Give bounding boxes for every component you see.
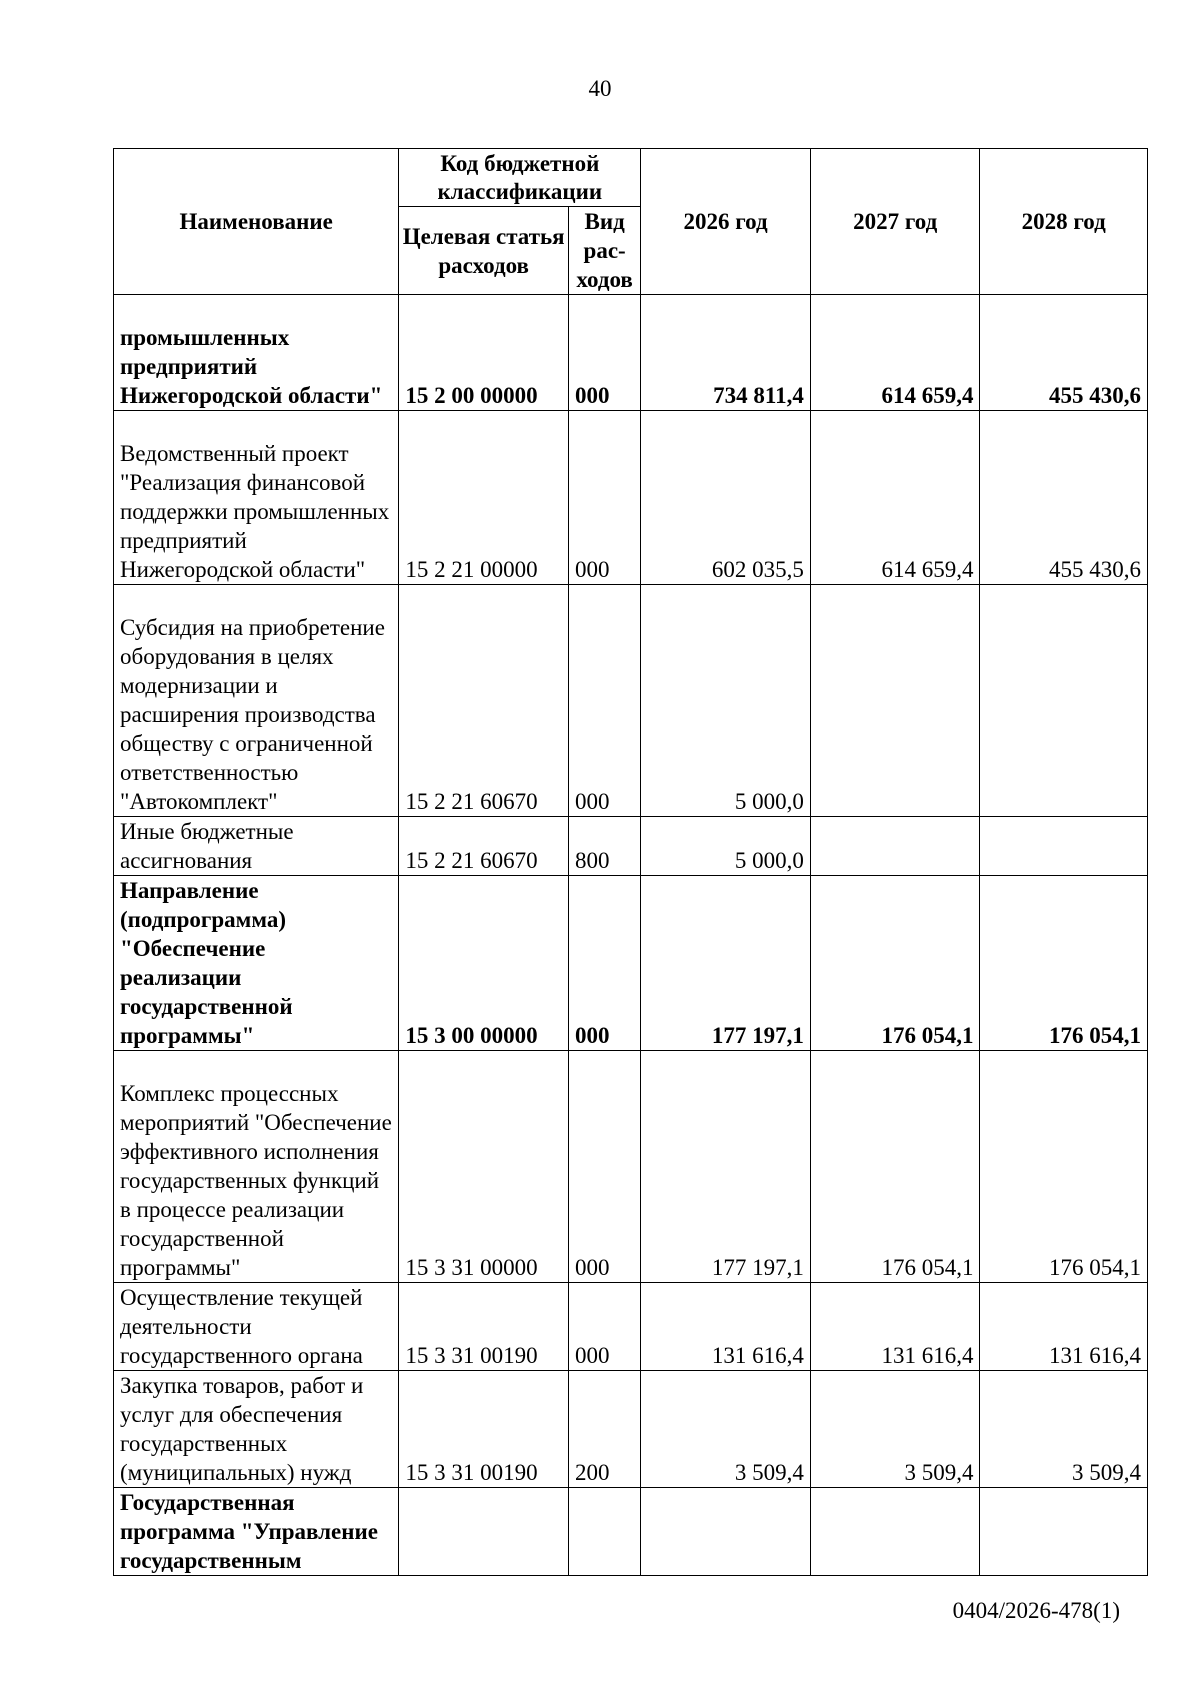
header-2028: 2028 год	[980, 149, 1148, 295]
header-2026: 2026 год	[641, 149, 811, 295]
cell-expense-type: 200	[568, 1371, 640, 1488]
header-expense-type: Вид рас-ходов	[568, 207, 640, 295]
cell-2026: 177 197,1	[641, 876, 811, 1051]
cell-2027: 176 054,1	[810, 876, 980, 1051]
cell-target-article: 15 2 21 60670	[399, 817, 569, 876]
cell-target-article: 15 2 21 00000	[399, 411, 569, 585]
table-row	[114, 1283, 1148, 1371]
cell-2028	[980, 817, 1148, 876]
cell-name: промышленных предприятий Нижегородской области"	[114, 295, 399, 411]
header-2027: 2027 год	[810, 149, 980, 295]
cell-2028: 3 509,4	[980, 1371, 1148, 1488]
cell-expense-type: 000	[568, 876, 640, 1051]
cell-2028	[980, 1488, 1148, 1576]
cell-target-article	[399, 1488, 569, 1576]
table-row	[114, 1488, 1148, 1576]
cell-name: Государственная программа "Управление государственным	[114, 1488, 399, 1576]
cell-2028	[980, 585, 1148, 817]
cell-2027	[810, 585, 980, 817]
header-target-article: Целевая статья расходов	[399, 207, 569, 295]
cell-2028: 131 616,4	[980, 1283, 1148, 1371]
table-row	[114, 1371, 1148, 1488]
cell-2026: 5 000,0	[641, 585, 811, 817]
cell-2026: 602 035,5	[641, 411, 811, 585]
table-row	[114, 817, 1148, 876]
budget-table	[113, 148, 1148, 1576]
cell-2027	[810, 1488, 980, 1576]
cell-expense-type: 000	[568, 295, 640, 411]
cell-2026: 177 197,1	[641, 1051, 811, 1283]
table-row	[114, 1051, 1148, 1283]
table-row	[114, 295, 1148, 411]
cell-2026: 734 811,4	[641, 295, 811, 411]
cell-name: Ведомственный проект "Реализация финансовой поддержки промышленных предприятий Нижегородской области"	[114, 411, 399, 585]
cell-2028: 455 430,6	[980, 295, 1148, 411]
cell-2026	[641, 1488, 811, 1576]
cell-target-article: 15 3 31 00190	[399, 1371, 569, 1488]
header-name: Наименование	[114, 149, 399, 295]
cell-expense-type: 000	[568, 585, 640, 817]
page-number: 40	[588, 76, 612, 101]
cell-2027: 131 616,4	[810, 1283, 980, 1371]
cell-name: Закупка товаров, работ и услуг для обеспечения государственных (муниципальных) нужд	[114, 1371, 399, 1488]
cell-2027: 3 509,4	[810, 1371, 980, 1488]
cell-2026: 3 509,4	[641, 1371, 811, 1488]
cell-name: Комплекс процессных мероприятий "Обеспечение эффективного исполнения государственных функций в процессе реализации государственной программы"	[114, 1051, 399, 1283]
cell-target-article: 15 2 00 00000	[399, 295, 569, 411]
cell-target-article: 15 3 31 00000	[399, 1051, 569, 1283]
cell-name: Направление (подпрограмма) "Обеспечение реализации государственной программы"	[114, 876, 399, 1051]
table-row	[114, 876, 1148, 1051]
cell-expense-type: 000	[568, 1283, 640, 1371]
cell-expense-type	[568, 1488, 640, 1576]
table-row	[114, 411, 1148, 585]
cell-expense-type: 000	[568, 1051, 640, 1283]
header-code-group: Код бюджетной классификации	[399, 149, 641, 207]
cell-expense-type: 000	[568, 411, 640, 585]
cell-target-article: 15 3 31 00190	[399, 1283, 569, 1371]
document-id: 0404/2026-478(1)	[952, 1598, 1120, 1623]
cell-2027	[810, 817, 980, 876]
cell-2028: 176 054,1	[980, 1051, 1148, 1283]
table-row	[114, 585, 1148, 817]
cell-2027: 176 054,1	[810, 1051, 980, 1283]
cell-2026: 131 616,4	[641, 1283, 811, 1371]
cell-name: Иные бюджетные ассигнования	[114, 817, 399, 876]
cell-name: Субсидия на приобретение оборудования в целях модернизации и расширения производства обществу с ограниченной ответственностью "Автокомплект"	[114, 585, 399, 817]
cell-2026: 5 000,0	[641, 817, 811, 876]
cell-2028: 455 430,6	[980, 411, 1148, 585]
cell-expense-type: 800	[568, 817, 640, 876]
cell-name: Осуществление текущей деятельности государственного органа	[114, 1283, 399, 1371]
cell-2028: 176 054,1	[980, 876, 1148, 1051]
cell-2027: 614 659,4	[810, 411, 980, 585]
cell-target-article: 15 2 21 60670	[399, 585, 569, 817]
cell-target-article: 15 3 00 00000	[399, 876, 569, 1051]
cell-2027: 614 659,4	[810, 295, 980, 411]
